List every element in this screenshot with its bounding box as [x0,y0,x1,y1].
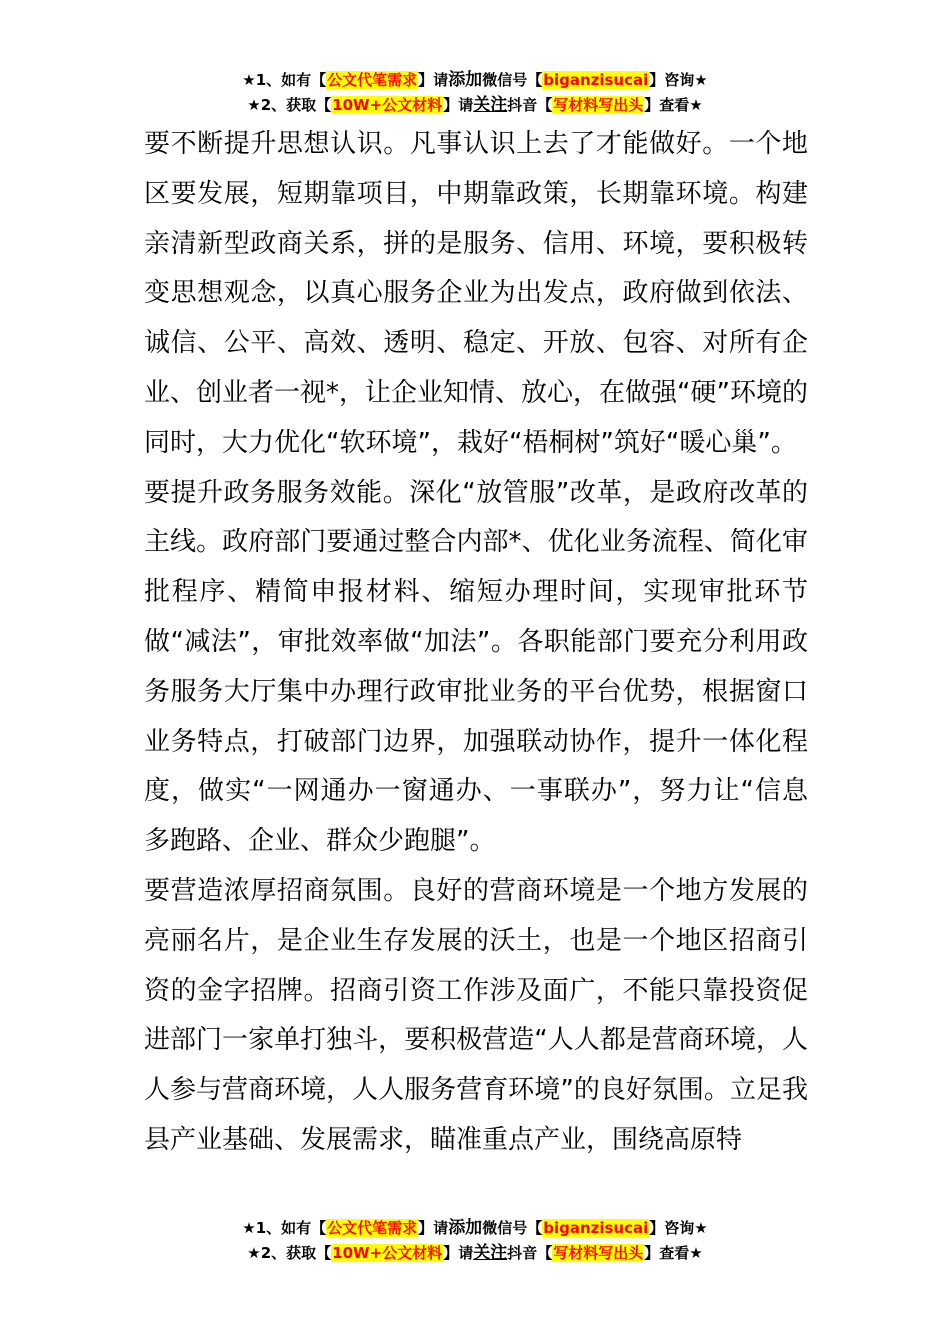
highlight-wechat-id: biganzisucai [543,71,649,89]
paragraph-service: 要提升政务服务效能。深化“放管服”改革，是政府改革的主线。政府部门要通过整合内部*、优化业务流程、简化审批程序、精简申报材料、缩短办理时间，实现审批环节做“减法”，审批效率做“加法”。各职能部门要充分利用政务服务大厅集中办理行政审批业务的平台优势，根据窗口业务特点，打破部门边界，加强联动协作，提升一体化程度，做实“一网通办一窗通办、一事联办”，努力让“信息多跑路、企业、群众少跑腿”。 [144,477,808,857]
highlight-service: 公文代笔需求 [327,71,418,89]
paragraph-investment: 要营造浓厚招商氛围。良好的营商环境是一个地方发展的亮丽名片，是企业生存发展的沃土，也是一个地区招商引资的金字招牌。招商引资工作涉及面广，不能只靠投资促进部门一家单打独斗，要积极营造“人人都是营商环境，人人参与营商环境，人人服务营育环境”的良好氛围。立足我县产业基础、发展需求，瞄准重点产业，围绕高原特 [144,875,808,1155]
highlight-materials: 10W+公文材料 [332,96,443,114]
highlight-douyin-id: 写材料写出头 [553,96,644,114]
header-promo-line-2: ★2、获取【10W+公文材料】请关注抖音【写材料写出头】查看★ [247,95,703,115]
footer-banner [0,1216,950,1266]
highlight-service: 公文代笔需求 [327,1219,418,1237]
header-promo-line-1: ★1、如有【公文代笔需求】请添加微信号【biganzisucai】咨询★ [242,70,708,90]
highlight-douyin-id: 写材料写出头 [553,1244,644,1262]
paragraph-thinking: 要不断提升思想认识。凡事认识上去了才能做好。一个地区要发展，短期靠项目，中期靠政策，长期靠环境。构建亲清新型政商关系，拼的是服务、信用、环境，要积极转变思想观念，以真心服务企业为出发点，政府做到依法、诚信、公平、高效、透明、稳定、开放、包容、对所有企业、创业者一视*，让企业知情、放心，在做强“硬”环境的同时，大力优化“软环境”，栽好“梧桐树”筑好“暖心巢”。 [144,129,808,458]
highlight-wechat-id: biganzisucai [543,1219,649,1237]
footer-promo-line-1: ★1、如有【公文代笔需求】请添加微信号【biganzisucai】咨询★ [242,1218,708,1238]
footer-promo-line-2: ★2、获取【10W+公文材料】请关注抖音【写材料写出头】查看★ [247,1243,703,1263]
document-body [144,120,808,1166]
highlight-materials: 10W+公文材料 [332,1244,443,1262]
header-banner [0,68,950,118]
